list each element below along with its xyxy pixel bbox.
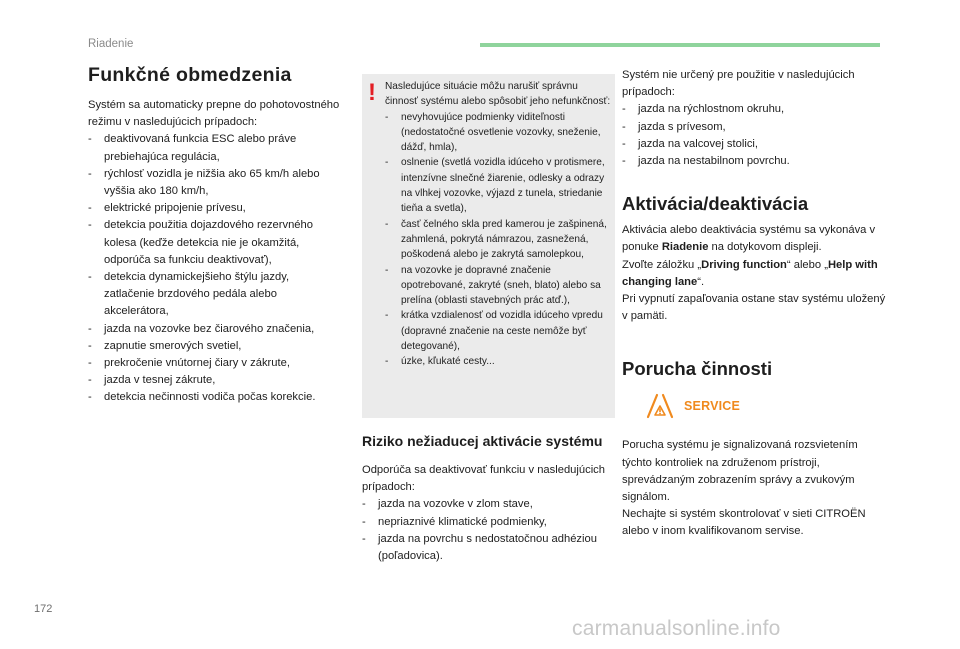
list-item — [88, 131, 340, 165]
list-item — [88, 372, 340, 389]
bullet-dash: - — [385, 111, 389, 123]
list-item-text: jazda na povrchu s nedostatočnou adhéziou (poľadovica). — [378, 532, 597, 563]
activation-text-1c: na dotykovom displeji. — [708, 241, 822, 254]
list-item-text: rýchlosť vozidla je nižšia ako 65 km/h alebo vyššia ako 180 km/h, — [104, 167, 320, 198]
list-item — [385, 110, 613, 156]
risk-intro: Odporúča sa deaktivovať funkciu v nasledujúcich prípadoch: — [362, 464, 606, 494]
list-item — [88, 269, 340, 321]
list-item — [88, 321, 340, 338]
bullet-dash: - — [88, 339, 92, 352]
risk-title: Riziko nežiaducej aktivácie systému — [362, 433, 603, 449]
exclamation-icon: ! — [368, 79, 376, 106]
list-item-text: jazda s prívesom, — [638, 120, 726, 133]
unsuitable-intro: Systém nie určený pre použitie v nasledujúcich prípadoch: — [622, 69, 855, 99]
list-item-text: zapnutie smerových svetiel, — [104, 339, 242, 352]
list-item — [385, 263, 613, 309]
bullet-dash: - — [88, 133, 92, 146]
list-item-text: deaktivovaná funkcia ESC alebo práve prebiehajúca regulácia, — [104, 133, 297, 163]
list-item — [362, 496, 618, 513]
list-item — [622, 153, 887, 170]
limits-intro: Systém sa automaticky prepne do pohotovostného režimu v nasledujúcich prípadoch: — [88, 99, 340, 129]
list-item-text: nepriaznivé klimatické podmienky, — [378, 515, 547, 528]
malfunction-text-2: Nechajte si systém skontrolovať v sieti CITROËN alebo v inom kvalifikovanom servise. — [622, 508, 866, 538]
list-item — [622, 119, 887, 136]
list-item — [88, 200, 340, 217]
limits-section — [88, 62, 340, 407]
bullet-dash: - — [88, 357, 92, 370]
bullet-dash: - — [88, 391, 92, 404]
list-item-text: jazda na vozovke v zlom stave, — [378, 498, 533, 511]
warning-content — [385, 79, 613, 370]
activation-title: Aktivácia/deaktivácia — [622, 193, 809, 215]
driving-function-label: Driving function — [701, 258, 787, 271]
bullet-dash: - — [622, 137, 626, 150]
list-item-text: jazda na nestabilnom povrchu. — [638, 155, 790, 168]
list-item-text: jazda na rýchlostnom okruhu, — [638, 103, 785, 116]
list-item — [88, 389, 340, 406]
list-item-text: krátka vzdialenosť od vozidla idúceho vpredu (dopravné značenie na ceste nemôže byť detegované), — [401, 310, 603, 353]
list-item-text: jazda na valcovej stolici, — [638, 137, 759, 150]
activation-text-1 — [622, 222, 887, 256]
bullet-dash: - — [385, 356, 389, 368]
help-changing-lane-label: Help with changing lane — [622, 258, 878, 288]
risk-section — [362, 433, 618, 565]
list-item — [88, 338, 340, 355]
list-item — [385, 308, 613, 354]
warning-list — [385, 110, 613, 370]
list-item-text: časť čelného skla pred kamerou je zašpinená, zahmlená, pokrytá námrazou, zasnežená, poškodená alebo je zakrytá samolepkou, — [401, 218, 607, 261]
list-item-text: detekcia dynamickejšieho štýlu jazdy, zatlačenie brzdového pedála alebo akcelerátora, — [104, 271, 290, 318]
bullet-dash: - — [362, 498, 366, 511]
bullet-dash: - — [385, 310, 389, 322]
service-icon: SERVICE — [684, 398, 741, 413]
riadenie-menu-label: Riadenie — [661, 241, 709, 254]
list-item — [362, 531, 618, 565]
bullet-dash: - — [362, 515, 366, 528]
lane-warning-icon — [644, 391, 676, 421]
list-item — [88, 355, 340, 372]
activation-text-2c: “ alebo „ — [786, 258, 828, 271]
list-item — [385, 217, 613, 263]
bullet-dash: - — [622, 103, 626, 116]
bullet-dash: - — [88, 271, 92, 284]
risk-list — [362, 496, 618, 565]
right-column — [622, 67, 887, 541]
bullet-dash: - — [385, 264, 389, 276]
bullet-dash: - — [88, 322, 92, 335]
list-item — [385, 155, 613, 216]
list-item — [362, 514, 618, 531]
list-item-text: úzke, kľukaté cesty... — [401, 356, 495, 368]
malfunction-text-1: Porucha systému je signalizovaná rozsvietením týchto kontroliek na združenom prístroji, sprevádzaným zobrazením správy a zvukovým signálom. — [622, 439, 858, 504]
list-item — [88, 166, 340, 200]
malfunction-title: Porucha činnosti — [622, 358, 773, 380]
bullet-dash: - — [362, 532, 366, 545]
bullet-dash: - — [88, 167, 92, 180]
limits-list — [88, 131, 340, 406]
watermark: carmanualsonline.info — [572, 617, 781, 640]
section-header: Riadenie — [88, 38, 134, 50]
list-item-text: jazda na vozovke bez čiarového značenia, — [104, 322, 315, 335]
list-item — [622, 101, 887, 118]
page-number: 172 — [34, 603, 53, 615]
list-item-text: detekcia použitia dojazdového rezervného kolesa (keďže detekcia nie je okamžitá, odporúča sa funkciu deaktivovať), — [104, 219, 313, 266]
unsuitable-list — [622, 101, 887, 170]
bullet-dash: - — [88, 219, 92, 232]
warning-intro: Nasledujúce situácie môžu narušiť správnu činnosť systému alebo spôsobiť jeho nefunkčnosť: — [385, 81, 611, 108]
bullet-dash: - — [385, 157, 389, 169]
list-item-text: jazda v tesnej zákrute, — [104, 374, 216, 387]
activation-text-1a: Aktivácia alebo deaktivácia systému sa vykonáva v ponuke — [622, 224, 876, 254]
list-item-text: nevyhovujúce podmienky viditeľnosti (nedostatočné osvetlenie vozovky, sneženie, dážď, hmla), — [401, 111, 601, 154]
activation-text-2a: Zvoľte záložku „ — [622, 258, 702, 271]
bullet-dash: - — [622, 155, 626, 168]
list-item — [622, 136, 887, 153]
list-item — [88, 217, 340, 269]
activation-text-3: Pri vypnutí zapaľovania ostane stav systému uložený v pamäti. — [622, 293, 886, 323]
activation-text-2e: “. — [697, 275, 705, 288]
bullet-dash: - — [88, 374, 92, 387]
list-item-text: elektrické pripojenie prívesu, — [104, 202, 246, 215]
section-header-bar — [480, 43, 880, 47]
service-warning-lamps — [644, 391, 887, 421]
list-item-text: detekcia nečinnosti vodiča počas korekcie. — [104, 391, 316, 404]
list-item-text: prekročenie vnútornej čiary v zákrute, — [104, 357, 290, 370]
limits-title: Funkčné obmedzenia — [88, 64, 292, 86]
bullet-dash: - — [88, 202, 92, 215]
bullet-dash: - — [385, 218, 389, 230]
bullet-dash: - — [622, 120, 626, 133]
list-item-text: na vozovke je dopravné značenie opotrebované, zakryté (sneh, blato) alebo sa prelína (oblasti stavebných prác atď.), — [401, 264, 601, 307]
list-item — [385, 354, 613, 369]
activation-text-2 — [622, 257, 887, 291]
list-item-text: oslnenie (svetlá vozidla idúceho v protismere, intenzívne slnečné žiarenie, odlesky a odrazy na vlhkej vozovke, výjazd z tunela, striedanie tieňa a svetla), — [401, 157, 605, 215]
